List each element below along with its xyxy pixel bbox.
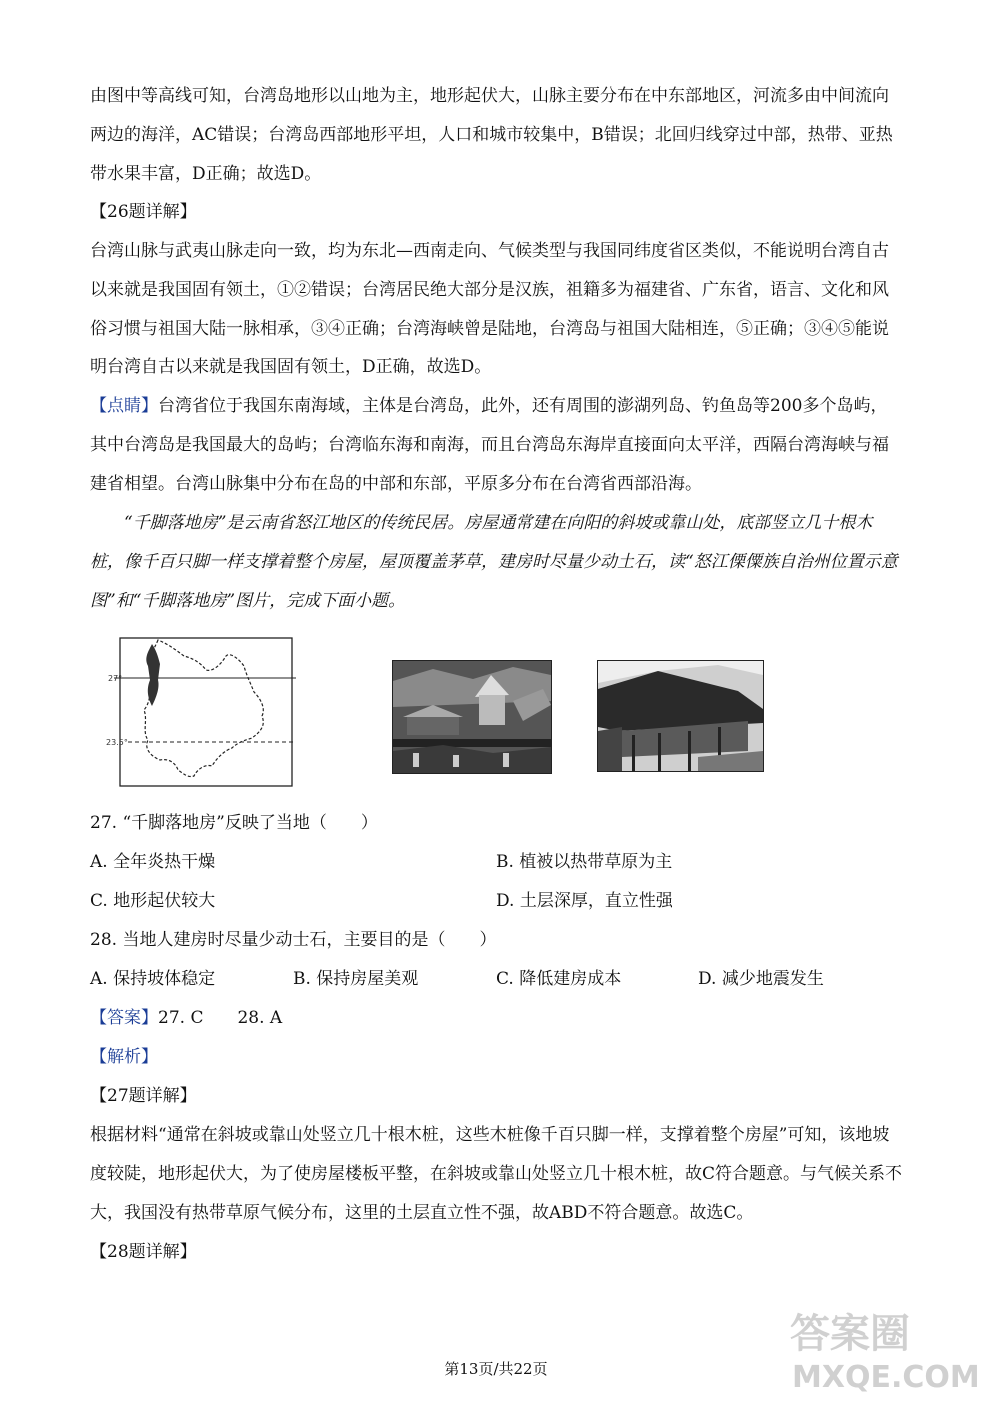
q28-option-d: D. 减少地震发生 bbox=[698, 969, 824, 989]
paragraph-25-analysis: 由图中等高线可知，台湾岛地形以山地为主，地形起伏大，山脉主要分布在中东部地区，河流多由中间流向两边的海洋，AC错误；台湾岛西部地形平坦，人口和城市较集中，B错误；北回归线穿过中部，热带、亚热带水果丰富，D正确；故选D。 bbox=[90, 86, 893, 184]
answer-text: 27. C 28. A bbox=[158, 1008, 283, 1028]
q27-option-d: D. 土层深厚，直立性强 bbox=[496, 891, 673, 911]
q27-option-a: A. 全年炎热干燥 bbox=[90, 852, 216, 872]
nujiang-location-map bbox=[106, 636, 296, 788]
lat-23-5-label: 23.5° bbox=[106, 738, 128, 747]
paragraph-27-detail: 根据材料“通常在斜坡或靠山处竖立几十根木桩，这些木桩像千百只脚一样，支撑着整个房屋”可知，该地坡度较陡，地形起伏大，为了使房屋楼板平整，在斜坡或靠山处竖立几十根木桩，故C符合题意。与气候关系不大，我国没有热带草原气候分布，这里的土层直立性不强，故ABD不符合题意。故选C。 bbox=[90, 1125, 903, 1223]
svg-text:MXQE.COM: MXQE.COM bbox=[792, 1360, 980, 1395]
material-intro: “千脚落地房”是云南省怒江地区的传统民居。房屋通常建在向阳的斜坡或靠山处，底部竖立几十根木桩，像千百只脚一样支撑着整个房屋，屋顶覆盖茅草，建房时尽量少动土石，读“怒江傈僳族自治州位置示意图”和“千脚落地房”图片，完成下面小题。 bbox=[90, 513, 898, 611]
page-footer: 第13页/共22页 bbox=[444, 1360, 548, 1378]
stilt-house-photo-1 bbox=[392, 660, 552, 774]
yunnan-border bbox=[144, 640, 263, 777]
heading-27-detail: 【27题详解】 bbox=[90, 1086, 197, 1106]
heading-26-detail: 【26题详解】 bbox=[90, 202, 197, 222]
paragraph-26-detail: 台湾山脉与武夷山脉走向一致，均为东北—西南走向、气候类型与我国同纬度省区类似，不能说明台湾自古以来就是我国固有领土，①②错误；台湾居民绝大部分是汉族，祖籍多为福建省、广东省，语言、文化和风俗习惯与祖国大陆一脉相承，③④正确；台湾海峡曾是陆地，台湾岛与祖国大陆相连，⑤正确；③④⑤能说明台湾自古以来就是我国固有领土，D正确，故选D。 bbox=[90, 241, 889, 378]
stilt-house-photo-2 bbox=[597, 660, 764, 772]
nujiang-prefecture-shape bbox=[146, 644, 160, 706]
answer-line bbox=[90, 999, 282, 1037]
svg-text:答案圈: 答案圈 bbox=[790, 1311, 910, 1357]
question-28-stem: 28. 当地人建房时尽量少动士石，主要目的是（ ） bbox=[90, 930, 497, 950]
question-27-stem: 27. “千脚落地房”反映了当地（ ） bbox=[90, 813, 378, 833]
map-frame bbox=[120, 638, 292, 786]
lat-27-label: 27° bbox=[108, 674, 123, 683]
q28-option-a: A. 保持坡体稳定 bbox=[90, 969, 216, 989]
q28-option-c: C. 降低建房成本 bbox=[496, 969, 622, 989]
paragraph-dianjing bbox=[90, 387, 902, 503]
watermark-logo bbox=[784, 1303, 980, 1395]
heading-28-detail: 【28题详解】 bbox=[90, 1242, 197, 1262]
q28-option-b: B. 保持房屋美观 bbox=[293, 969, 419, 989]
answer-label: 【答案】 bbox=[90, 1008, 158, 1028]
q27-option-c: C. 地形起伏较大 bbox=[90, 891, 216, 911]
dianjing-label: 【点睛】 bbox=[90, 396, 158, 416]
analysis-label: 【解析】 bbox=[90, 1047, 158, 1067]
dianjing-text: 台湾省位于我国东南海域，主体是台湾岛，此外，还有周围的澎湖列岛、钓鱼岛等200多个岛屿，其中台湾岛是我国最大的岛屿；台湾临东海和南海，而且台湾岛东海岸直接面向太平洋，西隔台湾海峡与福建省相望。台湾山脉集中分布在岛的中部和东部，平原多分布在台湾省西部沿海。 bbox=[90, 396, 889, 494]
q27-option-b: B. 植被以热带草原为主 bbox=[496, 852, 673, 872]
